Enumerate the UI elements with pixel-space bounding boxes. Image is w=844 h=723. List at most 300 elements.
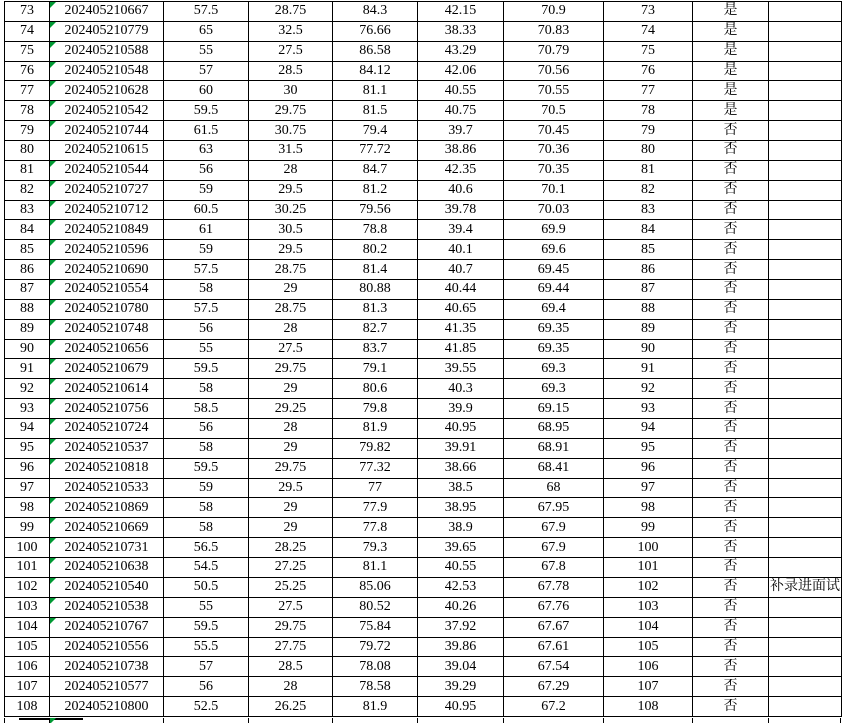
rank-cell[interactable]: 83 xyxy=(604,200,693,220)
qualified-cell[interactable]: 否 xyxy=(693,280,769,300)
score-2-cell[interactable]: 81.9 xyxy=(333,419,418,439)
candidate-id-cell[interactable] xyxy=(50,280,164,300)
qualified-cell[interactable]: 否 xyxy=(693,220,769,240)
total-score-cell[interactable]: 70.5 xyxy=(504,101,604,121)
total-score-cell[interactable]: 70.03 xyxy=(504,200,604,220)
qualified-cell[interactable]: 否 xyxy=(693,180,769,200)
remark-cell[interactable] xyxy=(769,359,842,379)
rank-cell[interactable]: 80 xyxy=(604,141,693,161)
score-1-cell[interactable]: 58 xyxy=(164,379,249,399)
total-score-cell[interactable]: 69.44 xyxy=(504,280,604,300)
score-1-weighted-cell[interactable]: 28.75 xyxy=(249,2,333,22)
score-1-weighted-cell[interactable]: 28 xyxy=(249,160,333,180)
row-number-cell[interactable]: 94 xyxy=(5,419,50,439)
total-score-cell[interactable]: 68.91 xyxy=(504,438,604,458)
score-2-weighted-cell[interactable]: 41.85 xyxy=(418,339,504,359)
score-2-cell[interactable]: 79.4 xyxy=(333,121,418,141)
score-2-weighted-cell[interactable]: 42.53 xyxy=(418,577,504,597)
candidate-id-cell[interactable] xyxy=(50,577,164,597)
remark-cell[interactable] xyxy=(769,21,842,41)
candidate-id-cell[interactable] xyxy=(50,498,164,518)
score-1-weighted-cell[interactable]: 29.75 xyxy=(249,359,333,379)
row-number-cell[interactable]: 93 xyxy=(5,399,50,419)
row-number-cell[interactable]: 107 xyxy=(5,677,50,697)
candidate-id-cell[interactable] xyxy=(50,101,164,121)
qualified-cell[interactable]: 是 xyxy=(693,61,769,81)
score-1-cell[interactable]: 57 xyxy=(164,657,249,677)
total-score-cell[interactable]: 69.3 xyxy=(504,379,604,399)
score-2-weighted-cell[interactable]: 39.7 xyxy=(418,121,504,141)
remark-cell[interactable] xyxy=(769,180,842,200)
score-1-weighted-cell[interactable]: 29 xyxy=(249,280,333,300)
score-1-cell[interactable]: 52.5 xyxy=(164,697,249,717)
score-2-cell[interactable]: 81.9 xyxy=(333,697,418,717)
rank-cell[interactable]: 94 xyxy=(604,419,693,439)
total-score-cell[interactable]: 67.2 xyxy=(504,697,604,717)
score-1-cell[interactable]: 57.5 xyxy=(164,299,249,319)
score-1-cell[interactable]: 55 xyxy=(164,339,249,359)
score-2-cell[interactable]: 86.58 xyxy=(333,41,418,61)
score-1-cell[interactable]: 59 xyxy=(164,240,249,260)
score-2-cell[interactable]: 81.2 xyxy=(333,180,418,200)
score-1-cell[interactable]: 55 xyxy=(164,597,249,617)
candidate-id-cell[interactable] xyxy=(50,81,164,101)
qualified-cell[interactable]: 否 xyxy=(693,141,769,161)
score-2-weighted-cell[interactable]: 39.55 xyxy=(418,359,504,379)
score-1-cell[interactable]: 60 xyxy=(164,81,249,101)
score-1-weighted-cell[interactable]: 29.5 xyxy=(249,478,333,498)
row-number-cell[interactable]: 97 xyxy=(5,478,50,498)
score-1-weighted-cell[interactable]: 29.5 xyxy=(249,180,333,200)
rank-cell[interactable]: 89 xyxy=(604,319,693,339)
score-2-cell[interactable]: 80.6 xyxy=(333,379,418,399)
score-2-weighted-cell[interactable]: 38.66 xyxy=(418,458,504,478)
qualified-cell[interactable]: 否 xyxy=(693,299,769,319)
candidate-id-cell[interactable] xyxy=(50,419,164,439)
row-number-cell[interactable]: 81 xyxy=(5,160,50,180)
score-1-weighted-cell[interactable]: 30.25 xyxy=(249,200,333,220)
remark-cell[interactable] xyxy=(769,558,842,578)
score-2-weighted-cell[interactable]: 40.55 xyxy=(418,81,504,101)
qualified-cell[interactable]: 是 xyxy=(693,21,769,41)
score-1-weighted-cell[interactable]: 29.75 xyxy=(249,101,333,121)
score-1-weighted-cell[interactable]: 32.5 xyxy=(249,21,333,41)
candidate-id-cell[interactable] xyxy=(50,299,164,319)
qualified-cell[interactable]: 否 xyxy=(693,240,769,260)
score-1-weighted-cell[interactable]: 29.25 xyxy=(249,399,333,419)
score-2-cell[interactable]: 82.7 xyxy=(333,319,418,339)
score-1-cell[interactable]: 59.5 xyxy=(164,101,249,121)
remark-cell[interactable] xyxy=(769,2,842,22)
remark-cell[interactable] xyxy=(769,617,842,637)
qualified-cell[interactable]: 否 xyxy=(693,558,769,578)
score-2-weighted-cell[interactable]: 41.35 xyxy=(418,319,504,339)
score-1-cell[interactable]: 58.5 xyxy=(164,399,249,419)
score-1-weighted-cell[interactable]: 29.75 xyxy=(249,458,333,478)
total-score-cell[interactable]: 70.36 xyxy=(504,141,604,161)
score-1-weighted-cell[interactable]: 27.5 xyxy=(249,41,333,61)
candidate-id-cell[interactable] xyxy=(50,697,164,717)
score-1-cell[interactable]: 54.5 xyxy=(164,558,249,578)
row-number-cell[interactable]: 95 xyxy=(5,438,50,458)
qualified-cell[interactable]: 否 xyxy=(693,498,769,518)
rank-cell[interactable]: 103 xyxy=(604,597,693,617)
score-2-weighted-cell[interactable]: 40.65 xyxy=(418,299,504,319)
score-2-weighted-cell[interactable]: 40.7 xyxy=(418,260,504,280)
score-1-cell[interactable]: 59.5 xyxy=(164,617,249,637)
remark-cell[interactable] xyxy=(769,141,842,161)
score-1-weighted-cell[interactable]: 26.25 xyxy=(249,697,333,717)
score-2-weighted-cell[interactable]: 39.86 xyxy=(418,637,504,657)
qualified-cell[interactable]: 否 xyxy=(693,518,769,538)
total-score-cell[interactable]: 69.3 xyxy=(504,359,604,379)
score-2-weighted-cell[interactable]: 38.5 xyxy=(418,478,504,498)
total-score-cell[interactable]: 69.6 xyxy=(504,240,604,260)
rank-cell[interactable]: 106 xyxy=(604,657,693,677)
rank-cell[interactable]: 90 xyxy=(604,339,693,359)
score-2-cell[interactable]: 78.8 xyxy=(333,220,418,240)
rank-cell[interactable]: 78 xyxy=(604,101,693,121)
rank-cell[interactable]: 100 xyxy=(604,538,693,558)
score-2-weighted-cell[interactable]: 39.65 xyxy=(418,538,504,558)
candidate-id-cell[interactable] xyxy=(50,61,164,81)
total-score-cell[interactable]: 68 xyxy=(504,478,604,498)
row-number-cell[interactable]: 101 xyxy=(5,558,50,578)
total-score-cell[interactable]: 67.76 xyxy=(504,597,604,617)
rank-cell[interactable]: 98 xyxy=(604,498,693,518)
row-number-cell[interactable]: 100 xyxy=(5,538,50,558)
candidate-id-cell[interactable] xyxy=(50,677,164,697)
candidate-id-cell[interactable] xyxy=(50,657,164,677)
score-1-weighted-cell[interactable]: 29.5 xyxy=(249,240,333,260)
total-score-cell[interactable]: 69.15 xyxy=(504,399,604,419)
row-number-cell[interactable]: 84 xyxy=(5,220,50,240)
total-score-cell[interactable]: 70.1 xyxy=(504,180,604,200)
remark-cell[interactable] xyxy=(769,200,842,220)
rank-cell[interactable]: 92 xyxy=(604,379,693,399)
score-2-cell[interactable]: 80.2 xyxy=(333,240,418,260)
score-1-cell[interactable]: 63 xyxy=(164,141,249,161)
remark-cell[interactable] xyxy=(769,61,842,81)
remark-cell[interactable] xyxy=(769,518,842,538)
score-2-weighted-cell[interactable]: 40.75 xyxy=(418,101,504,121)
score-1-weighted-cell[interactable]: 27.75 xyxy=(249,637,333,657)
row-number-cell[interactable]: 80 xyxy=(5,141,50,161)
rank-cell[interactable]: 97 xyxy=(604,478,693,498)
score-2-weighted-cell[interactable]: 40.26 xyxy=(418,597,504,617)
remark-cell[interactable] xyxy=(769,101,842,121)
total-score-cell[interactable]: 67.9 xyxy=(504,538,604,558)
score-2-weighted-cell[interactable]: 39.4 xyxy=(418,220,504,240)
remark-cell[interactable] xyxy=(769,637,842,657)
candidate-id-cell[interactable] xyxy=(50,180,164,200)
qualified-cell[interactable]: 否 xyxy=(693,458,769,478)
score-2-cell[interactable]: 80.52 xyxy=(333,597,418,617)
score-2-cell[interactable]: 77.72 xyxy=(333,141,418,161)
remark-cell[interactable] xyxy=(769,677,842,697)
total-score-cell[interactable]: 67.9 xyxy=(504,518,604,538)
score-2-cell[interactable]: 75.84 xyxy=(333,617,418,637)
row-number-cell[interactable]: 77 xyxy=(5,81,50,101)
candidate-id-cell[interactable] xyxy=(50,558,164,578)
rank-cell[interactable]: 101 xyxy=(604,558,693,578)
row-number-cell[interactable]: 88 xyxy=(5,299,50,319)
rank-cell[interactable]: 108 xyxy=(604,697,693,717)
total-score-cell[interactable]: 67.67 xyxy=(504,617,604,637)
score-1-cell[interactable]: 58 xyxy=(164,498,249,518)
rank-cell[interactable]: 81 xyxy=(604,160,693,180)
qualified-cell[interactable]: 是 xyxy=(693,41,769,61)
remark-cell[interactable] xyxy=(769,419,842,439)
remark-cell[interactable] xyxy=(769,81,842,101)
score-1-weighted-cell[interactable]: 27.5 xyxy=(249,597,333,617)
remark-cell[interactable] xyxy=(769,399,842,419)
qualified-cell[interactable]: 否 xyxy=(693,359,769,379)
score-1-cell[interactable]: 58 xyxy=(164,518,249,538)
candidate-id-cell[interactable] xyxy=(50,2,164,22)
score-1-weighted-cell[interactable]: 29 xyxy=(249,438,333,458)
score-2-weighted-cell[interactable]: 42.35 xyxy=(418,160,504,180)
score-2-cell[interactable]: 79.1 xyxy=(333,359,418,379)
score-1-cell[interactable]: 56 xyxy=(164,160,249,180)
row-number-cell[interactable]: 73 xyxy=(5,2,50,22)
qualified-cell[interactable]: 否 xyxy=(693,399,769,419)
qualified-cell[interactable]: 否 xyxy=(693,438,769,458)
score-1-cell[interactable]: 57.5 xyxy=(164,260,249,280)
rank-cell[interactable]: 107 xyxy=(604,677,693,697)
score-2-cell[interactable]: 76.66 xyxy=(333,21,418,41)
rank-cell[interactable]: 102 xyxy=(604,577,693,597)
score-2-weighted-cell[interactable]: 40.44 xyxy=(418,280,504,300)
qualified-cell[interactable]: 否 xyxy=(693,339,769,359)
score-1-cell[interactable]: 56 xyxy=(164,319,249,339)
score-1-weighted-cell[interactable]: 28.5 xyxy=(249,61,333,81)
row-number-cell[interactable]: 87 xyxy=(5,280,50,300)
score-2-weighted-cell[interactable]: 40.95 xyxy=(418,419,504,439)
score-1-weighted-cell[interactable]: 28 xyxy=(249,319,333,339)
total-score-cell[interactable]: 68.41 xyxy=(504,458,604,478)
score-2-cell[interactable]: 81.1 xyxy=(333,558,418,578)
row-number-cell[interactable]: 90 xyxy=(5,339,50,359)
row-number-cell[interactable]: 105 xyxy=(5,637,50,657)
score-1-cell[interactable]: 58 xyxy=(164,280,249,300)
score-1-weighted-cell[interactable]: 29 xyxy=(249,379,333,399)
rank-cell[interactable]: 95 xyxy=(604,438,693,458)
row-number-cell[interactable]: 104 xyxy=(5,617,50,637)
score-2-weighted-cell[interactable]: 37.92 xyxy=(418,617,504,637)
row-number-cell[interactable]: 74 xyxy=(5,21,50,41)
candidate-id-cell[interactable] xyxy=(50,319,164,339)
score-1-weighted-cell[interactable]: 28.75 xyxy=(249,299,333,319)
score-1-weighted-cell[interactable]: 25.25 xyxy=(249,577,333,597)
qualified-cell[interactable]: 是 xyxy=(693,101,769,121)
qualified-cell[interactable]: 否 xyxy=(693,577,769,597)
candidate-id-cell[interactable] xyxy=(50,359,164,379)
candidate-id-cell[interactable] xyxy=(50,260,164,280)
row-number-cell[interactable]: 76 xyxy=(5,61,50,81)
qualified-cell[interactable]: 否 xyxy=(693,597,769,617)
candidate-id-cell[interactable] xyxy=(50,200,164,220)
remark-cell[interactable] xyxy=(769,597,842,617)
score-1-cell[interactable]: 61.5 xyxy=(164,121,249,141)
candidate-id-cell[interactable] xyxy=(50,637,164,657)
score-2-cell[interactable]: 84.12 xyxy=(333,61,418,81)
rank-cell[interactable]: 74 xyxy=(604,21,693,41)
score-1-cell[interactable]: 59.5 xyxy=(164,359,249,379)
score-1-cell[interactable]: 58 xyxy=(164,438,249,458)
score-1-cell[interactable]: 61 xyxy=(164,220,249,240)
score-2-cell[interactable]: 77.9 xyxy=(333,498,418,518)
score-1-cell[interactable]: 65 xyxy=(164,21,249,41)
score-1-weighted-cell[interactable]: 29 xyxy=(249,498,333,518)
row-number-cell[interactable]: 96 xyxy=(5,458,50,478)
score-1-cell[interactable]: 60.5 xyxy=(164,200,249,220)
remark-cell[interactable] xyxy=(769,280,842,300)
total-score-cell[interactable]: 68.95 xyxy=(504,419,604,439)
score-1-cell[interactable]: 59 xyxy=(164,478,249,498)
rank-cell[interactable]: 96 xyxy=(604,458,693,478)
score-2-cell[interactable]: 81.1 xyxy=(333,81,418,101)
qualified-cell[interactable]: 否 xyxy=(693,677,769,697)
score-2-weighted-cell[interactable]: 40.6 xyxy=(418,180,504,200)
score-1-weighted-cell[interactable]: 27.25 xyxy=(249,558,333,578)
row-number-cell[interactable]: 92 xyxy=(5,379,50,399)
remark-cell[interactable] xyxy=(769,498,842,518)
score-1-weighted-cell[interactable]: 28.75 xyxy=(249,260,333,280)
score-2-cell[interactable]: 77.8 xyxy=(333,518,418,538)
remark-cell[interactable] xyxy=(769,220,842,240)
rank-cell[interactable]: 86 xyxy=(604,260,693,280)
row-number-cell[interactable]: 82 xyxy=(5,180,50,200)
total-score-cell[interactable]: 67.54 xyxy=(504,657,604,677)
row-number-cell[interactable]: 86 xyxy=(5,260,50,280)
remark-cell[interactable] xyxy=(769,438,842,458)
candidate-id-cell[interactable] xyxy=(50,478,164,498)
score-2-cell[interactable]: 81.3 xyxy=(333,299,418,319)
remark-cell[interactable] xyxy=(769,458,842,478)
score-2-cell[interactable]: 79.3 xyxy=(333,538,418,558)
qualified-cell[interactable]: 否 xyxy=(693,617,769,637)
score-2-cell[interactable]: 79.8 xyxy=(333,399,418,419)
score-2-weighted-cell[interactable]: 40.55 xyxy=(418,558,504,578)
qualified-cell[interactable]: 否 xyxy=(693,319,769,339)
score-1-cell[interactable]: 56.5 xyxy=(164,538,249,558)
rank-cell[interactable]: 87 xyxy=(604,280,693,300)
qualified-cell[interactable]: 否 xyxy=(693,478,769,498)
score-2-weighted-cell[interactable]: 40.1 xyxy=(418,240,504,260)
row-number-cell[interactable]: 91 xyxy=(5,359,50,379)
qualified-cell[interactable]: 是 xyxy=(693,2,769,22)
qualified-cell[interactable]: 否 xyxy=(693,637,769,657)
score-2-cell[interactable]: 79.72 xyxy=(333,637,418,657)
row-number-cell[interactable]: 103 xyxy=(5,597,50,617)
total-score-cell[interactable]: 67.61 xyxy=(504,637,604,657)
row-number-cell[interactable]: 75 xyxy=(5,41,50,61)
remark-cell[interactable] xyxy=(769,319,842,339)
score-1-weighted-cell[interactable]: 28 xyxy=(249,419,333,439)
score-2-cell[interactable]: 81.4 xyxy=(333,260,418,280)
total-score-cell[interactable]: 70.56 xyxy=(504,61,604,81)
score-2-weighted-cell[interactable]: 38.33 xyxy=(418,21,504,41)
total-score-cell[interactable]: 69.35 xyxy=(504,339,604,359)
total-score-cell[interactable]: 69.45 xyxy=(504,260,604,280)
qualified-cell[interactable]: 是 xyxy=(693,81,769,101)
total-score-cell[interactable]: 67.29 xyxy=(504,677,604,697)
qualified-cell[interactable]: 否 xyxy=(693,657,769,677)
score-1-weighted-cell[interactable]: 28.25 xyxy=(249,538,333,558)
score-1-weighted-cell[interactable]: 30.5 xyxy=(249,220,333,240)
score-2-weighted-cell[interactable]: 40.95 xyxy=(418,697,504,717)
candidate-id-cell[interactable] xyxy=(50,240,164,260)
score-2-weighted-cell[interactable]: 43.29 xyxy=(418,41,504,61)
total-score-cell[interactable]: 70.79 xyxy=(504,41,604,61)
score-1-cell[interactable]: 59 xyxy=(164,180,249,200)
score-1-cell[interactable]: 57 xyxy=(164,61,249,81)
qualified-cell[interactable]: 否 xyxy=(693,260,769,280)
candidate-id-cell[interactable] xyxy=(50,379,164,399)
qualified-cell[interactable]: 否 xyxy=(693,379,769,399)
remark-cell[interactable] xyxy=(769,379,842,399)
qualified-cell[interactable]: 否 xyxy=(693,200,769,220)
rank-cell[interactable]: 76 xyxy=(604,61,693,81)
candidate-id-cell[interactable] xyxy=(50,538,164,558)
score-2-cell[interactable]: 84.3 xyxy=(333,2,418,22)
score-2-weighted-cell[interactable]: 42.06 xyxy=(418,61,504,81)
rank-cell[interactable]: 79 xyxy=(604,121,693,141)
score-2-cell[interactable]: 78.58 xyxy=(333,677,418,697)
score-1-cell[interactable]: 57.5 xyxy=(164,2,249,22)
total-score-cell[interactable]: 69.4 xyxy=(504,299,604,319)
row-number-cell[interactable]: 106 xyxy=(5,657,50,677)
row-number-cell[interactable]: 85 xyxy=(5,240,50,260)
score-2-weighted-cell[interactable]: 38.95 xyxy=(418,498,504,518)
candidate-id-cell[interactable] xyxy=(50,438,164,458)
candidate-id-cell[interactable] xyxy=(50,21,164,41)
row-number-cell[interactable]: 78 xyxy=(5,101,50,121)
candidate-id-cell[interactable] xyxy=(50,160,164,180)
score-1-weighted-cell[interactable]: 31.5 xyxy=(249,141,333,161)
total-score-cell[interactable]: 69.9 xyxy=(504,220,604,240)
score-1-cell[interactable]: 56 xyxy=(164,677,249,697)
score-2-weighted-cell[interactable]: 42.15 xyxy=(418,2,504,22)
total-score-cell[interactable]: 67.78 xyxy=(504,577,604,597)
candidate-id-cell[interactable] xyxy=(50,518,164,538)
total-score-cell[interactable]: 70.45 xyxy=(504,121,604,141)
remark-cell[interactable] xyxy=(769,160,842,180)
candidate-id-cell[interactable] xyxy=(50,597,164,617)
remark-cell[interactable] xyxy=(769,260,842,280)
rank-cell[interactable]: 104 xyxy=(604,617,693,637)
candidate-id-cell[interactable] xyxy=(50,339,164,359)
rank-cell[interactable]: 73 xyxy=(604,2,693,22)
score-1-cell[interactable]: 55.5 xyxy=(164,637,249,657)
score-2-weighted-cell[interactable]: 39.04 xyxy=(418,657,504,677)
remark-cell[interactable] xyxy=(769,339,842,359)
score-1-cell[interactable]: 55 xyxy=(164,41,249,61)
remark-cell[interactable] xyxy=(769,657,842,677)
rank-cell[interactable]: 85 xyxy=(604,240,693,260)
remark-cell[interactable] xyxy=(769,240,842,260)
score-2-weighted-cell[interactable]: 38.86 xyxy=(418,141,504,161)
row-number-cell[interactable]: 102 xyxy=(5,577,50,597)
candidate-id-cell[interactable] xyxy=(50,121,164,141)
candidate-id-cell[interactable] xyxy=(50,617,164,637)
rank-cell[interactable]: 75 xyxy=(604,41,693,61)
score-2-cell[interactable]: 79.82 xyxy=(333,438,418,458)
score-2-cell[interactable]: 85.06 xyxy=(333,577,418,597)
rank-cell[interactable]: 93 xyxy=(604,399,693,419)
rank-cell[interactable]: 82 xyxy=(604,180,693,200)
